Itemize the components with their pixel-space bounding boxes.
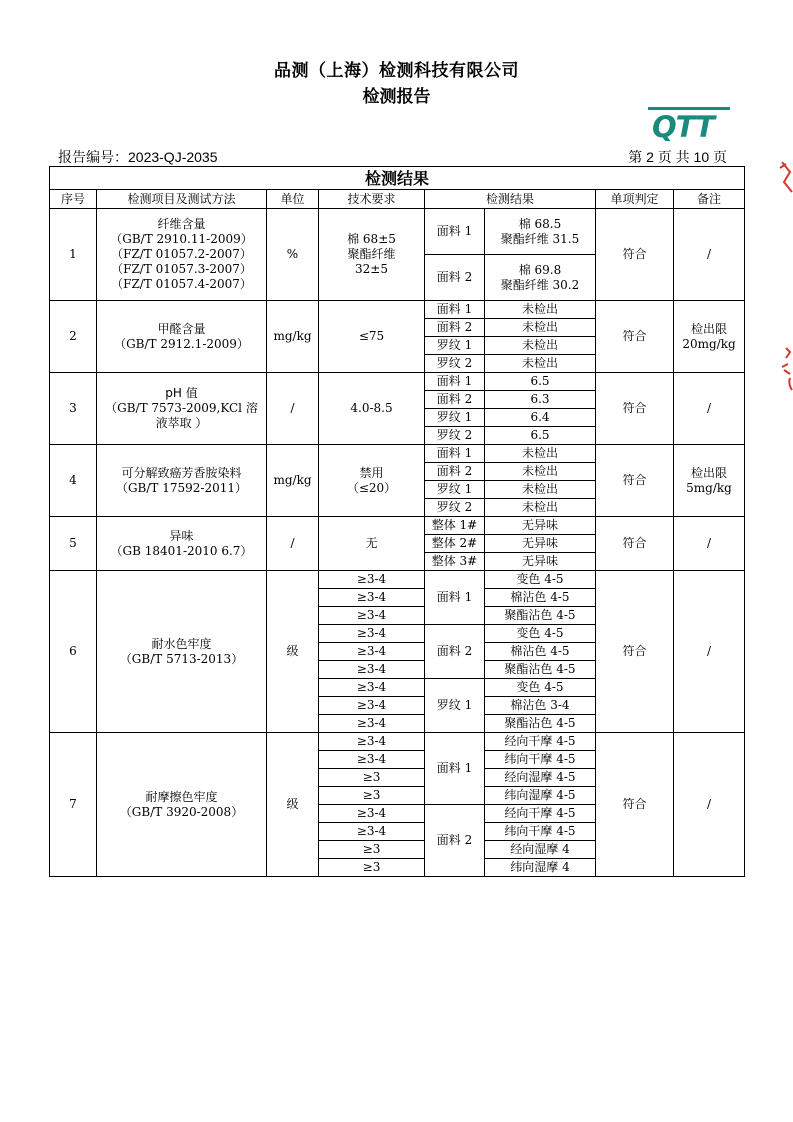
company-logo (648, 107, 730, 141)
requirement: ≥3-4 (319, 571, 425, 589)
result-value: 6.5 (485, 373, 596, 391)
requirement: ≥3-4 (319, 589, 425, 607)
requirement: ≥3-4 (319, 661, 425, 679)
result-value: 无异味 (485, 517, 596, 535)
result-value: 未检出 (485, 319, 596, 337)
company-name: 品测（上海）检测科技有限公司 (274, 61, 519, 81)
sample-name: 罗纹 2 (425, 427, 485, 445)
sample-name: 罗纹 1 (425, 679, 485, 733)
table-row (50, 517, 745, 535)
sample-name: 面料 2 (425, 391, 485, 409)
verdict: 符合 (596, 571, 674, 733)
table-row (50, 209, 745, 255)
result-value: 棉沾色 3-4 (485, 697, 596, 715)
verdict: 符合 (596, 301, 674, 373)
page-info: 第 2 页 共 10 页 (628, 149, 727, 165)
col-header-no: 序号 (50, 190, 97, 209)
test-item (97, 209, 267, 301)
requirement-line: 棉 68±5 (347, 232, 396, 246)
test-method: （GB/T 17592-2011） (115, 480, 248, 495)
test-item-name: 耐摩擦色牢度 (145, 789, 218, 804)
test-item (97, 517, 267, 571)
requirement: 4.0-8.5 (319, 373, 425, 445)
sample-name: 面料 2 (425, 463, 485, 481)
requirement: ≥3 (319, 841, 425, 859)
requirement (319, 209, 425, 301)
test-method: （GB/T 3920-2008） (119, 804, 244, 819)
sample-name: 面料 2 (425, 319, 485, 337)
verdict: 符合 (596, 209, 674, 301)
sample-name: 罗纹 2 (425, 355, 485, 373)
col-header-requirement: 技术要求 (319, 190, 425, 209)
result-line: 聚酯纤维 31.5 (500, 231, 580, 246)
item-number: 5 (50, 517, 97, 571)
result-value: 未检出 (485, 463, 596, 481)
col-header-unit: 单位 (267, 190, 319, 209)
requirement-line: 32±5 (355, 262, 388, 276)
result-value: 经向干摩 4-5 (485, 805, 596, 823)
requirement: ≥3-4 (319, 679, 425, 697)
result-value: 变色 4-5 (485, 571, 596, 589)
item-number: 7 (50, 733, 97, 877)
requirement: ≥3-4 (319, 607, 425, 625)
result-value: 纬向湿摩 4-5 (485, 787, 596, 805)
remark: / (674, 373, 745, 445)
test-method: （GB/T 2912.1-2009） (114, 336, 249, 351)
svg-text:QTT: QTT (652, 110, 714, 141)
result-value: 棉沾色 4-5 (485, 589, 596, 607)
requirement: ≥3-4 (319, 751, 425, 769)
result-value: 未检出 (485, 301, 596, 319)
requirement-line: 禁用 (359, 465, 384, 480)
result-value: 纬向湿摩 4 (485, 859, 596, 877)
result-value: 未检出 (485, 499, 596, 517)
table-row (50, 373, 745, 391)
sample-name: 面料 2 (425, 625, 485, 679)
requirement: 无 (319, 517, 425, 571)
requirement: ≥3-4 (319, 805, 425, 823)
test-method: 液萃取 ） (155, 416, 208, 430)
test-item-name: 耐水色牢度 (151, 636, 212, 651)
partial-seal-stamp (768, 152, 793, 402)
verdict: 符合 (596, 733, 674, 877)
table-row (50, 571, 745, 589)
result-value: 纬向干摩 4-5 (485, 751, 596, 769)
sample-name: 罗纹 1 (425, 481, 485, 499)
table-row (50, 445, 745, 463)
sample-name: 面料 1 (425, 445, 485, 463)
result-value: 变色 4-5 (485, 625, 596, 643)
test-item-name: 甲醛含量 (157, 321, 206, 336)
result-value: 未检出 (485, 445, 596, 463)
verdict: 符合 (596, 445, 674, 517)
result-value: 经向湿摩 4 (485, 841, 596, 859)
test-item (97, 733, 267, 877)
test-method: （FZ/T 01057.3-2007） (111, 262, 252, 276)
unit: mg/kg (267, 301, 319, 373)
item-number: 2 (50, 301, 97, 373)
result-value: 变色 4-5 (485, 679, 596, 697)
remark-line: 检出限 (691, 321, 728, 336)
sample-name: 面料 1 (425, 733, 485, 805)
test-item-name: 异味 (169, 528, 194, 543)
result-value (485, 209, 596, 255)
sample-name: 面料 1 (425, 373, 485, 391)
unit: / (267, 517, 319, 571)
table-title: 检测结果 (50, 167, 745, 190)
remark: / (674, 517, 745, 571)
sample-name: 面料 1 (425, 571, 485, 625)
result-line: 棉 69.8 (518, 262, 562, 277)
test-item (97, 445, 267, 517)
test-method: （GB/T 7573-2009,KCl 溶 (105, 401, 258, 415)
test-method: （GB/T 2910.11-2009） (110, 232, 253, 246)
results-table (49, 166, 745, 877)
sample-name: 罗纹 2 (425, 499, 485, 517)
requirement: ≥3 (319, 859, 425, 877)
remark-line: 20mg/kg (682, 336, 736, 351)
sample-name: 整体 1# (425, 517, 485, 535)
unit: % (267, 209, 319, 301)
requirement: ≥3 (319, 787, 425, 805)
sample-name: 整体 2# (425, 535, 485, 553)
table-row (50, 733, 745, 751)
item-number: 1 (50, 209, 97, 301)
test-method: （FZ/T 01057.2-2007） (111, 247, 252, 261)
item-number: 6 (50, 571, 97, 733)
unit: / (267, 373, 319, 445)
result-value: 无异味 (485, 553, 596, 571)
test-item (97, 373, 267, 445)
report-number: 报告编号：2023-QJ-2035 (58, 149, 218, 165)
remark-line: 5mg/kg (686, 480, 732, 495)
result-value: 6.3 (485, 391, 596, 409)
sample-name: 面料 1 (425, 209, 485, 255)
result-value: 未检出 (485, 355, 596, 373)
remark (674, 445, 745, 517)
sample-name: 面料 2 (425, 255, 485, 301)
result-value: 经向干摩 4-5 (485, 733, 596, 751)
verdict: 符合 (596, 517, 674, 571)
sample-name: 面料 2 (425, 805, 485, 877)
unit: 级 (267, 733, 319, 877)
col-header-result: 检测结果 (425, 190, 596, 209)
requirement: ≥3-4 (319, 625, 425, 643)
unit: mg/kg (267, 445, 319, 517)
item-number: 3 (50, 373, 97, 445)
requirement: ≥3-4 (319, 643, 425, 661)
test-item (97, 571, 267, 733)
col-header-remark: 备注 (674, 190, 745, 209)
report-title: 检测报告 (362, 87, 431, 107)
col-header-item: 检测项目及测试方法 (97, 190, 267, 209)
result-value: 聚酯沾色 4-5 (485, 661, 596, 679)
remark (674, 301, 745, 373)
result-value: 6.4 (485, 409, 596, 427)
result-value (485, 255, 596, 301)
requirement: ≥3-4 (319, 697, 425, 715)
table-row (50, 301, 745, 319)
requirement: ≥3-4 (319, 823, 425, 841)
result-value: 经向湿摩 4-5 (485, 769, 596, 787)
sample-name: 罗纹 1 (425, 337, 485, 355)
test-item-name: 可分解致癌芳香胺染料 (121, 465, 242, 480)
remark: / (674, 571, 745, 733)
item-number: 4 (50, 445, 97, 517)
requirement: ≤75 (319, 301, 425, 373)
result-value: 棉沾色 4-5 (485, 643, 596, 661)
test-method: （FZ/T 01057.4-2007） (111, 277, 252, 291)
requirement (319, 445, 425, 517)
remark-line: 检出限 (691, 465, 728, 480)
result-value: 无异味 (485, 535, 596, 553)
requirement: ≥3 (319, 769, 425, 787)
col-header-verdict: 单项判定 (596, 190, 674, 209)
sample-name: 整体 3# (425, 553, 485, 571)
result-value: 未检出 (485, 481, 596, 499)
result-value: 聚酯沾色 4-5 (485, 607, 596, 625)
unit: 级 (267, 571, 319, 733)
requirement: ≥3-4 (319, 733, 425, 751)
test-item-name: 纤维含量 (157, 217, 206, 231)
requirement-line: 聚酯纤维 (347, 247, 396, 261)
result-value: 纬向干摩 4-5 (485, 823, 596, 841)
result-value: 聚酯沾色 4-5 (485, 715, 596, 733)
sample-name: 面料 1 (425, 301, 485, 319)
result-value: 未检出 (485, 337, 596, 355)
result-line: 聚酯纤维 30.2 (500, 277, 580, 292)
remark: / (674, 733, 745, 877)
test-item (97, 301, 267, 373)
verdict: 符合 (596, 373, 674, 445)
requirement: ≥3-4 (319, 715, 425, 733)
test-item-name: pH 值 (165, 386, 198, 400)
test-method: （GB/T 5713-2013） (119, 651, 244, 666)
test-method: （GB 18401-2010 6.7） (110, 543, 253, 558)
remark: / (674, 209, 745, 301)
result-line: 棉 68.5 (518, 216, 562, 231)
sample-name: 罗纹 1 (425, 409, 485, 427)
result-value: 6.5 (485, 427, 596, 445)
requirement-line: （≤20） (346, 480, 397, 495)
